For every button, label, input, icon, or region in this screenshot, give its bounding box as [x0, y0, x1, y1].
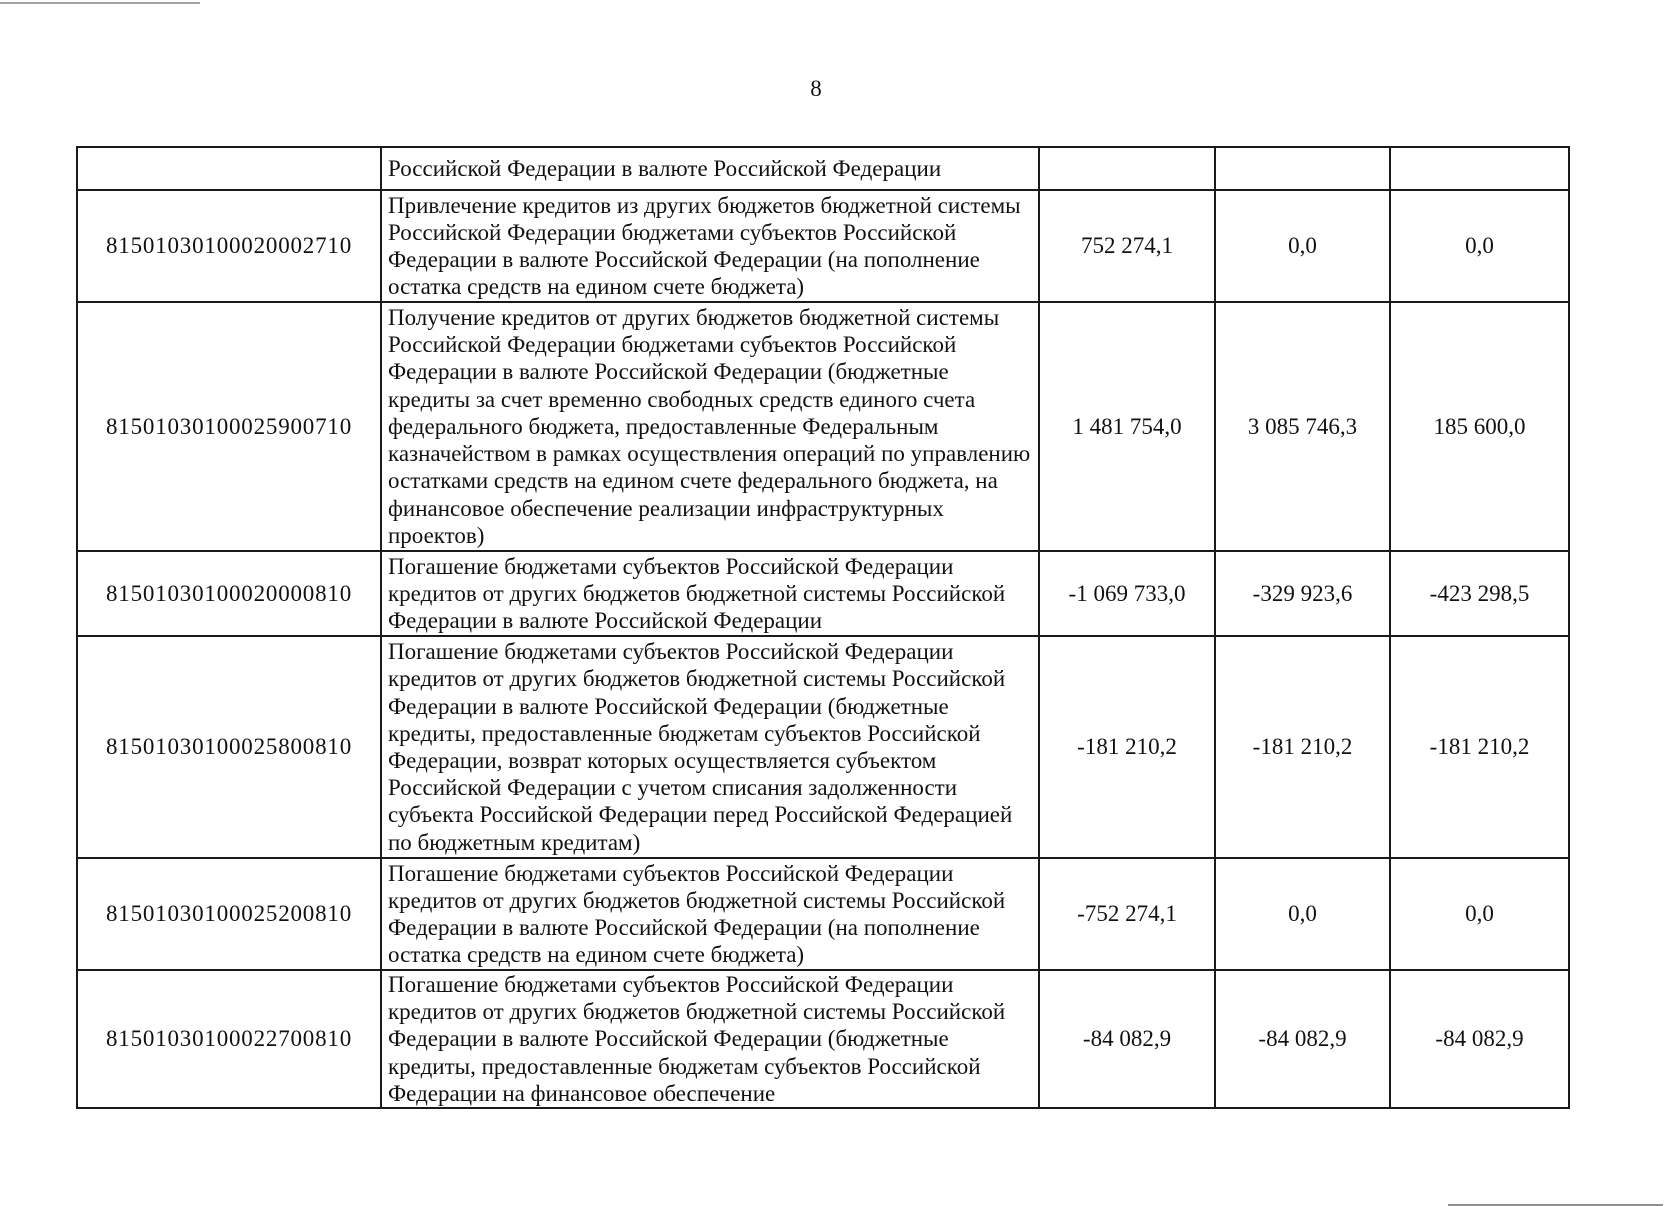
- value-cell-2: 3 085 746,3: [1215, 302, 1390, 551]
- table-row: [77, 147, 1569, 190]
- table-row: [77, 551, 1569, 636]
- value-cell-1: [1039, 147, 1215, 190]
- code-cell: 81501030100022700810: [77, 970, 381, 1108]
- name-cell: Получение кредитов от других бюджетов бюджетной системы Российской Федерации бюджетами субъектов Российской Федерации в валюте Российской Федерации (бюджетные кредиты за счет временно свободных средств единого счета федерального бюджета, предоставленные Федеральным казначейством в рамках осуществления операций по управлению остатками средств на едином счете федерального бюджета, на финансовое обеспечение реализации инфраструктурных проектов): [381, 302, 1039, 551]
- code-cell: 81501030100025800810: [77, 636, 381, 858]
- value-cell-1: -181 210,2: [1039, 636, 1215, 858]
- value-cell-2: -329 923,6: [1215, 551, 1390, 636]
- name-cell: Погашение бюджетами субъектов Российской Федерации кредитов от других бюджетов бюджетной системы Российской Федерации в валюте Российской Федерации (бюджетные кредиты, предоставленные бюджетам субъектов Российской Федерации, возврат которых осуществляется субъектом Российской Федерации с учетом списания задолженности субъекта Российской Федерации перед Российской Федерацией по бюджетным кредитам): [381, 636, 1039, 858]
- value-cell-2: 0,0: [1215, 190, 1390, 302]
- name-cell: Погашение бюджетами субъектов Российской Федерации кредитов от других бюджетов бюджетной системы Российской Федерации в валюте Российской Федерации (бюджетные кредиты, предоставленные бюджетам субъектов Российской Федерации на финансовое обеспечение: [381, 970, 1039, 1108]
- code-cell: [77, 147, 381, 190]
- code-cell: 81501030100025200810: [77, 858, 381, 970]
- value-cell-2: -181 210,2: [1215, 636, 1390, 858]
- code-cell: 81501030100025900710: [77, 302, 381, 551]
- table-row: [77, 636, 1569, 858]
- scan-edge-mark-top: [0, 2, 200, 4]
- value-cell-3: 185 600,0: [1390, 302, 1569, 551]
- value-cell-3: -84 082,9: [1390, 970, 1569, 1108]
- name-cell: Погашение бюджетами субъектов Российской Федерации кредитов от других бюджетов бюджетной системы Российской Федерации в валюте Российской Федерации: [381, 551, 1039, 636]
- value-cell-1: -752 274,1: [1039, 858, 1215, 970]
- value-cell-3: -181 210,2: [1390, 636, 1569, 858]
- table-row: [77, 302, 1569, 551]
- value-cell-1: -84 082,9: [1039, 970, 1215, 1108]
- value-cell-1: 752 274,1: [1039, 190, 1215, 302]
- table-row: [77, 970, 1569, 1108]
- name-cell: Российской Федерации в валюте Российской Федерации: [381, 147, 1039, 190]
- value-cell-3: 0,0: [1390, 190, 1569, 302]
- budget-sources-table: [76, 146, 1570, 1109]
- table-row: [77, 858, 1569, 970]
- table-row: [77, 190, 1569, 302]
- page-number: 8: [810, 76, 822, 101]
- value-cell-2: [1215, 147, 1390, 190]
- code-cell: 81501030100020000810: [77, 551, 381, 636]
- value-cell-2: -84 082,9: [1215, 970, 1390, 1108]
- name-cell: Погашение бюджетами субъектов Российской Федерации кредитов от других бюджетов бюджетной системы Российской Федерации в валюте Российской Федерации (на пополнение остатка средств на едином счете бюджета): [381, 858, 1039, 970]
- value-cell-1: -1 069 733,0: [1039, 551, 1215, 636]
- value-cell-3: -423 298,5: [1390, 551, 1569, 636]
- name-cell: Привлечение кредитов из других бюджетов бюджетной системы Российской Федерации бюджетами субъектов Российской Федерации в валюте Российской Федерации (на пополнение остатка средств на едином счете бюджета): [381, 190, 1039, 302]
- value-cell-1: 1 481 754,0: [1039, 302, 1215, 551]
- value-cell-2: 0,0: [1215, 858, 1390, 970]
- code-cell: 81501030100020002710: [77, 190, 381, 302]
- value-cell-3: [1390, 147, 1569, 190]
- value-cell-3: 0,0: [1390, 858, 1569, 970]
